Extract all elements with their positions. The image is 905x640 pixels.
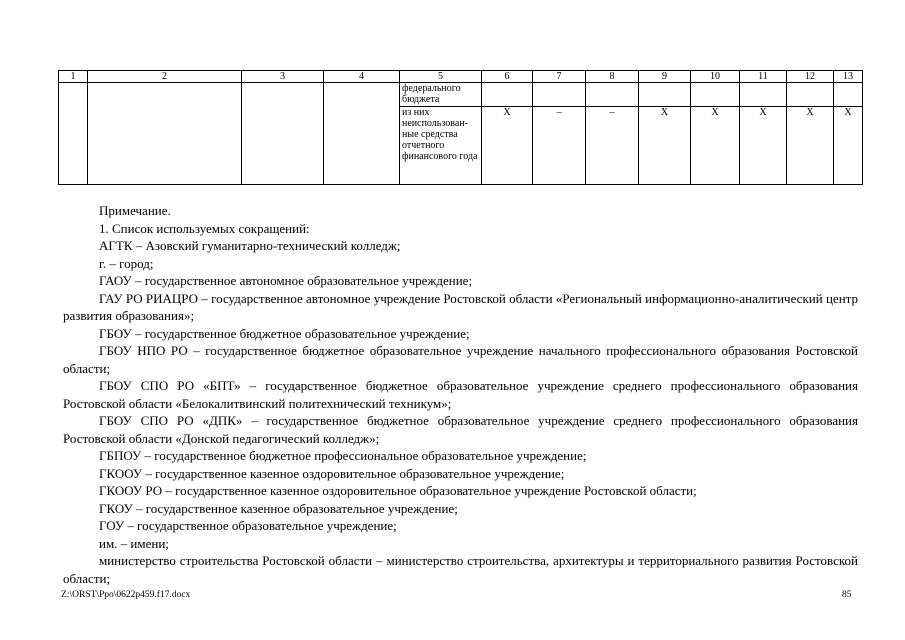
header-cell: 6 <box>482 71 533 83</box>
table-cell <box>324 83 400 185</box>
table-cell <box>586 83 639 107</box>
table-cell: Х <box>834 107 863 185</box>
note-item: ГБОУ – государственное бюджетное образовательное учреждение; <box>99 325 470 341</box>
header-cell: 3 <box>242 71 324 83</box>
footer-file-path: Z:\ORST\Ppo\0622p459.f17.docx <box>61 590 191 600</box>
note-item: ГКООУ – государственное казенное оздоровительное образовательное учреждение; <box>99 465 565 481</box>
note-item: ГАУ РО РИАЦРО – государственное автономное учреждение Ростовской области «Региональный информационно-аналитический центр развития образования»; <box>63 290 858 323</box>
table-cell: – <box>533 107 586 185</box>
table-cell <box>242 83 324 185</box>
note-item: министерство строительства Ростовской области – министерство строительства, архитектуры и территориального развития Ростовской области; <box>63 553 858 586</box>
header-cell: 5 <box>400 71 482 83</box>
table-cell <box>482 83 533 107</box>
note-item: им. – имени; <box>99 535 169 551</box>
note-item: ГОУ – государственное образовательное учреждение; <box>99 518 397 533</box>
note-item: ГКООУ РО – государственное казенное оздоровительное образовательное учреждение Ростовской области; <box>99 483 697 498</box>
table-cell <box>834 83 863 107</box>
table-cell: Х <box>787 107 834 185</box>
header-cell: 7 <box>533 71 586 83</box>
header-cell: 1 <box>59 71 88 83</box>
header-cell: 10 <box>691 71 740 83</box>
header-cell: 9 <box>639 71 691 83</box>
header-cell: 4 <box>324 71 400 83</box>
header-cell: 8 <box>586 71 639 83</box>
table-cell: Х <box>482 107 533 185</box>
table-cell: федерального бюджета <box>400 83 482 107</box>
note-item: АГТК – Азовский гуманитарно-технический колледж; <box>99 238 401 253</box>
table-cell <box>740 83 787 107</box>
note-item: г. – город; <box>99 255 154 271</box>
note-item: ГБОУ СПО РО «БПТ» – государственное бюджетное образовательное учреждение среднего профессионального образования Ростовской области «Белокалитвинский политехнический техникум»; <box>63 378 858 411</box>
header-cell: 13 <box>834 71 863 83</box>
table-cell: из них неиспользован-ные средства отчетного финансового года <box>400 107 482 185</box>
note-item: ГБОУ НПО РО – государственное бюджетное образовательное учреждение начального профессионального образования Ростовской области; <box>63 343 858 376</box>
note-heading: Примечание. <box>99 203 171 218</box>
page-number: 85 <box>842 590 852 600</box>
table-cell: Х <box>639 107 691 185</box>
data-table <box>58 70 863 185</box>
table-header-row <box>59 71 863 83</box>
header-cell: 12 <box>787 71 834 83</box>
header-cell: 2 <box>88 71 242 83</box>
table-cell <box>787 83 834 107</box>
table-cell <box>533 83 586 107</box>
table-cell: – <box>586 107 639 185</box>
note-item: ГАОУ – государственное автономное образовательное учреждение; <box>99 273 473 288</box>
table-cell <box>639 83 691 107</box>
table-row <box>59 83 863 107</box>
table-cell: Х <box>691 107 740 185</box>
note-item: ГБОУ СПО РО «ДПК» – государственное бюджетное образовательное учреждение среднего профессионального образования Ростовской области «Донской педагогический колледж»; <box>63 413 858 446</box>
table-cell <box>691 83 740 107</box>
notes-section <box>63 202 858 587</box>
note-item: ГКОУ – государственное казенное образовательное учреждение; <box>99 500 458 516</box>
note-list-intro: 1. Список используемых сокращений: <box>99 220 310 236</box>
note-item: ГБПОУ – государственное бюджетное профессиональное образовательное учреждение; <box>99 448 587 463</box>
table-cell <box>59 83 88 185</box>
header-cell: 11 <box>740 71 787 83</box>
table-cell <box>88 83 242 185</box>
table-cell: Х <box>740 107 787 185</box>
